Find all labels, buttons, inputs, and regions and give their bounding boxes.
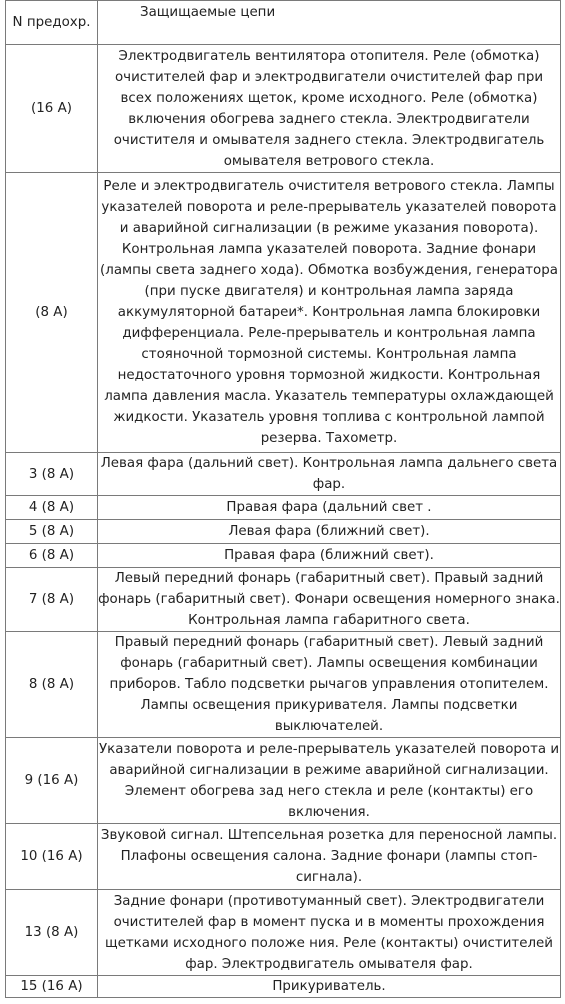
table-row — [6, 824, 561, 890]
fuse-circuits: Правая фара (дальний свет . — [98, 496, 561, 520]
fuse-number: 8 (8 А) — [6, 632, 98, 738]
fuse-circuits: Левый передний фонарь (габаритный свет). Правый задний фонарь (габаритный свет). Фонари освещения номерного знака. Контрольная лампа габаритного света. — [98, 568, 561, 632]
fuse-number: 4 (8 А) — [6, 496, 98, 520]
table-row — [6, 496, 561, 520]
fuse-number: 5 (8 А) — [6, 520, 98, 544]
fuse-number: 6 (8 А) — [6, 544, 98, 568]
header-fuse-number: N предохр. — [6, 1, 98, 45]
fuse-circuits: Прикуриватель. — [98, 976, 561, 998]
fuse-number: 7 (8 А) — [6, 568, 98, 632]
table-row — [6, 632, 561, 738]
table-row — [6, 568, 561, 632]
fuse-number: 15 (16 А) — [6, 976, 98, 998]
fuse-circuits: Правый передний фонарь (габаритный свет). Левый задний фонарь (габаритный свет). Лампы освещения комбинации приборов. Табло подсветки рычагов управления отопителем. Лампы освещения прикуривателя. Лампы подсветки выключателей. — [98, 632, 561, 738]
table-row — [6, 45, 561, 173]
fuse-number: 9 (16 А) — [6, 738, 98, 824]
table-row — [6, 520, 561, 544]
fuse-number: 10 (16 А) — [6, 824, 98, 890]
fuse-number: (16 А) — [6, 45, 98, 173]
table-row — [6, 173, 561, 453]
fuse-circuits: Левая фара (дальний свет). Контрольная лампа дальнего света фар. — [98, 453, 561, 496]
fuse-number: (8 А) — [6, 173, 98, 453]
table-header-row — [6, 1, 561, 45]
fuse-circuits: Задние фонари (противотуманный свет). Электродвигатели очистителей фар в момент пуска и в моменты прохождения щетками исходного положе ния. Реле (контакты) очистителей фар. Электродвигатель омывателя фар. — [98, 890, 561, 976]
table-row — [6, 453, 561, 496]
fuse-circuits: Левая фара (ближний свет). — [98, 520, 561, 544]
fuse-circuits: Реле и электродвигатель очистителя ветрового стекла. Лампы указателей поворота и реле-прерыватель указателей поворота и аварийной сигнализации (в режиме указания поворота). Контрольная лампа указателей поворота. Задние фонари (лампы света заднего хода). Обмотка возбуждения, генератора (при пуске двигателя) и контрольная лампа заряда аккумуляторной батареи*. Контрольная лампа блокировки дифференциала. Реле-прерыватель и контрольная лампа стояночной тормозной системы. Контрольная лампа недостаточного уровня тормозной жидкости. Контрольная лампа давления масла. Указатель температуры охлаждающей жидкости. Указатель уровня топлива с контрольной лампой резерва. Тахометр. — [98, 173, 561, 453]
fuse-circuits: Звуковой сигнал. Штепсельная розетка для переносной лампы. Плафоны освещения салона. Задние фонари (лампы стоп-сигнала). — [98, 824, 561, 890]
fuse-circuits: Указатели поворота и реле-прерыватель указателей поворота и аварийной сигнализации в режиме аварийной сигнализации. Элемент обогрева зад него стекла и реле (контакты) его включения. — [98, 738, 561, 824]
fuse-number: 13 (8 А) — [6, 890, 98, 976]
table-row — [6, 976, 561, 998]
fuse-table — [5, 0, 561, 998]
header-protected-circuits: Защищаемые цепи — [98, 1, 561, 45]
table-row — [6, 738, 561, 824]
table-row — [6, 544, 561, 568]
table-row — [6, 890, 561, 976]
fuse-number: 3 (8 А) — [6, 453, 98, 496]
fuse-circuits: Электродвигатель вентилятора отопителя. Реле (обмотка) очистителей фар и электродвигатели очистителей фар при всех положениях щеток, кроме исходного. Реле (обмотка) включения обогрева заднего стекла. Электродвигатели очистителя и омывателя заднего стекла. Электродвигатель омывателя ветрового стекла. — [98, 45, 561, 173]
fuse-circuits: Правая фара (ближний свет). — [98, 544, 561, 568]
